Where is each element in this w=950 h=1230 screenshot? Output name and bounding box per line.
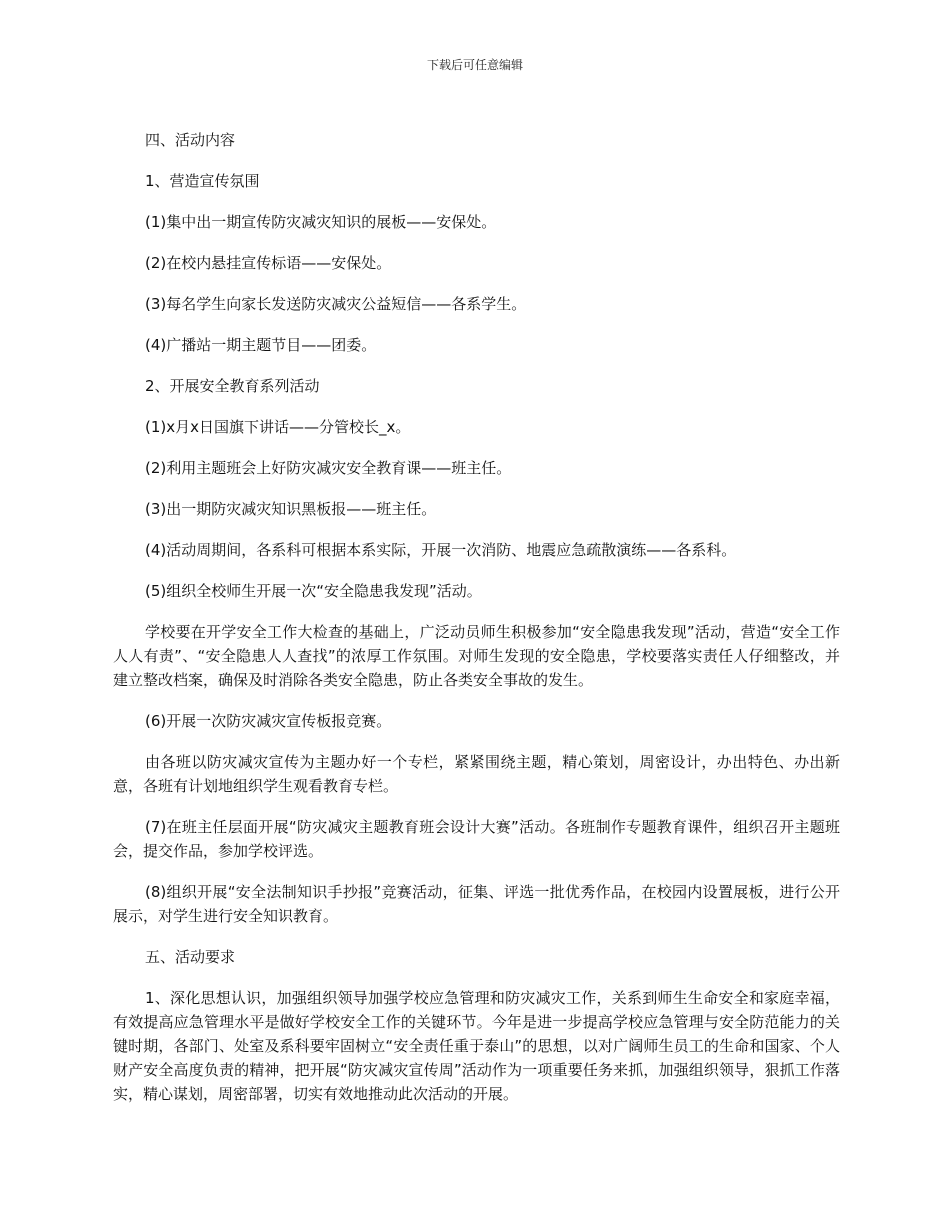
list-item: (6)开展一次防灾减灾宣传板报竞赛。 — [145, 712, 392, 730]
list-item: (1)集中出一期宣传防灾减灾知识的展板——安保处。 — [145, 213, 497, 231]
body-paragraph: 由各班以防灾减灾宣传为主题办好一个专栏，紧紧围绕主题，精心策划，周密设计，办出特色、办出新意，各班有计划地组织学生观看教育专栏。 — [113, 753, 840, 795]
list-item: (7)在班主任层面开展“防灾减灾主题教育班会设计大赛”活动。各班制作专题教育课件，组织召开主题班会，提交作品，参加学校评选。 — [113, 818, 840, 860]
list-item: (3)出一期防灾减灾知识黑板报——班主任。 — [145, 500, 437, 518]
list-item: (8)组织开展“安全法制知识手抄报”竞赛活动，征集、评选一批优秀作品，在校园内设置展板，进行公开展示，对学生进行安全知识教育。 — [113, 883, 840, 925]
subsection-heading: 1、营造宣传氛围 — [145, 172, 260, 190]
list-item: (2)利用主题班会上好防灾减灾安全教育课——班主任。 — [145, 459, 512, 477]
section-heading: 四、活动内容 — [145, 131, 236, 149]
list-item: (4)广播站一期主题节目——团委。 — [145, 336, 377, 354]
list-item: (2)在校内悬挂宣传标语——安保处。 — [145, 254, 392, 272]
list-item: (1)x月x日国旗下讲话——分管校长_x。 — [145, 418, 411, 436]
body-paragraph: 1、深化思想认识，加强组织领导加强学校应急管理和防灾减灾工作，关系到师生生命安全和家庭幸福，有效提高应急管理水平是做好学校安全工作的关键环节。今年是进一步提高学校应急管理与安全防范能力的关键时期，各部门、处室及系科要牢固树立“安全责任重于泰山”的思想，以对广阔师生员工的生命和国家、个人财产安全高度负责的精神，把开展“防灾减灾宣传周”活动作为一项重要任务来抓，加强组织领导，狠抓工作落实，精心谋划，周密部署，切实有效地推动此次活动的开展。 — [113, 989, 840, 1103]
list-item: (5)组织全校师生开展一次“安全隐患我发现”活动。 — [145, 582, 482, 600]
document-body — [113, 128, 840, 1123]
list-item: (3)每名学生向家长发送防灾减灾公益短信——各系学生。 — [145, 295, 527, 313]
page-header: 下载后可任意编辑 — [426, 58, 523, 72]
list-item: (4)活动周期间，各系科可根据本系实际，开展一次消防、地震应急疏散演练——各系科。 — [145, 541, 737, 559]
subsection-heading: 2、开展安全教育系列活动 — [145, 377, 320, 395]
section-heading: 五、活动要求 — [145, 948, 236, 966]
body-paragraph: 学校要在开学安全工作大检查的基础上，广泛动员师生积极参加“安全隐患我发现”活动，营造“安全工作人人有责”、“安全隐患人人查找”的浓厚工作氛围。对师生发现的安全隐患，学校要落实责任人仔细整改，并建立整改档案，确保及时消除各类安全隐患，防止各类安全事故的发生。 — [113, 623, 840, 689]
